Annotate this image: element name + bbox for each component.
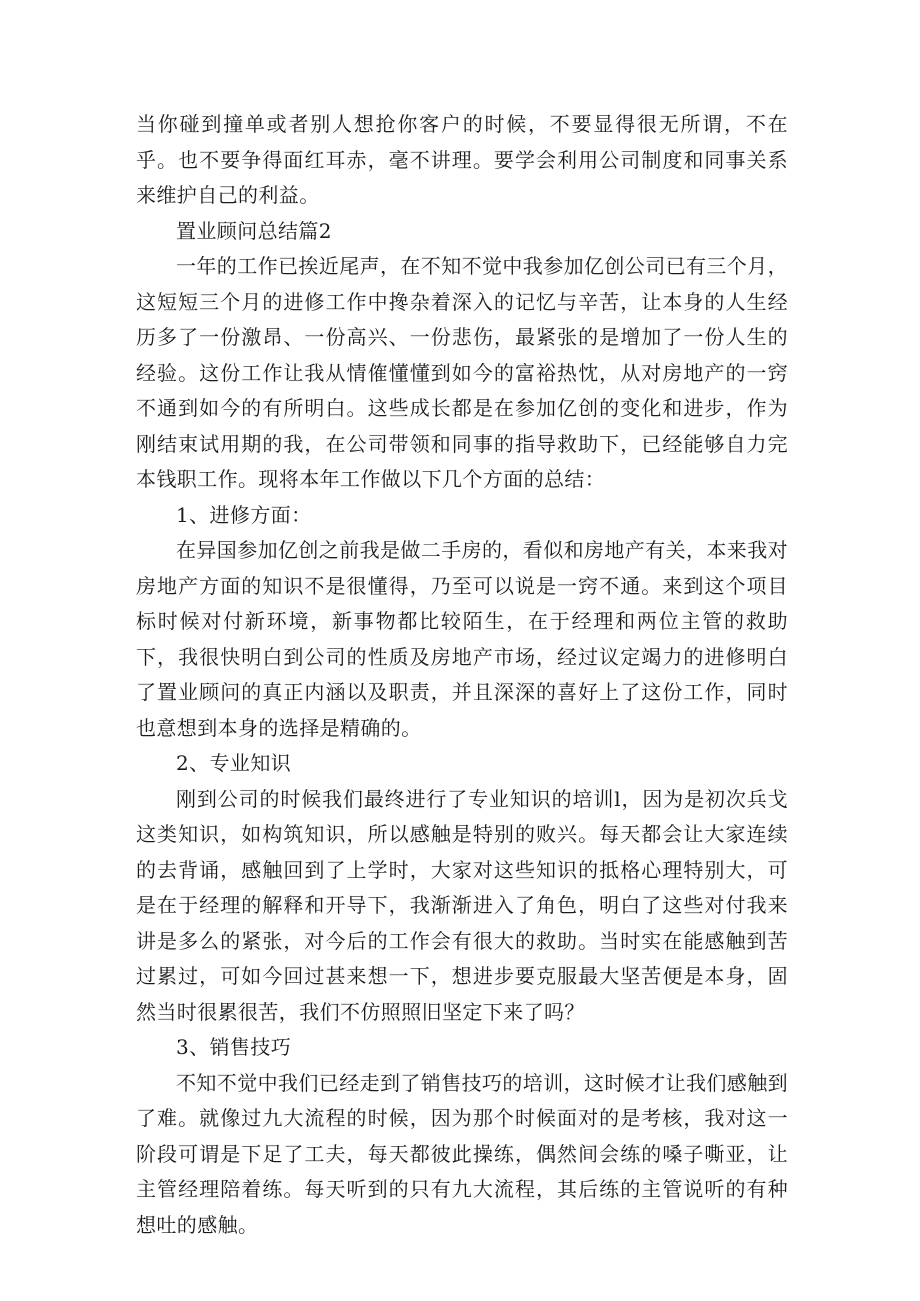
heading-professional-knowledge: 2、专业知识 xyxy=(176,751,292,775)
document-body xyxy=(136,107,788,1243)
paragraph-intro: 当你碰到撞单或者别人想抢你客户的时候，不要显得很无所谓，不在乎。也不要争得面红耳赤，毫不讲理。要学会利用公司制度和同事关系来维护自己的利益。 xyxy=(136,112,788,207)
paragraph-overview: 一年的工作已挨近尾声，在不知不觉中我参加亿创公司已有三个月，这短短三个月的进修工作中搀杂着深入的记忆与辛苦，让本身的人生经历多了一份激昂、一份高兴、一份悲伤，最紧张的是增加了一份人生的经验。这份工作让我从情傕懂懂到如今的富裕热忱，从对房地产的一窍不通到如今的有所明白。这些成长都是在参加亿创的变化和进步，作为刚结束试用期的我，在公司带领和同事的指导救助下，已经能够自力完本钱职工作。现将本年工作做以下几个方面的总结： xyxy=(136,254,788,491)
paragraph-professional-knowledge: 刚到公司的时候我们最终进行了专业知识的培训l，因为是初次兵戈这类知识，如构筑知识，所以感触是特别的败兴。每天都会让大家连续的去背诵，感触回到了上学时，大家对这些知识的抵格心理特别大，可是在于经理的解释和开导下，我渐渐进入了角色，明白了这些对付我来讲是多么的紧张，对今后的工作会有很大的救助。当时实在能感触到苦过累过，可如今回过甚来想一下，想进步要克服最大坚苦便是本身，固然当时很累很苦，我们不仿照照旧坚定下来了吗？ xyxy=(136,786,788,1024)
heading-sales-skills: 3、销售技巧 xyxy=(176,1035,292,1059)
paragraph-study: 在异国参加亿创之前我是做二手房的，看似和房地产有关，本来我对房地产方面的知识不是很懂得，乃至可以说是一窍不通。来到这个项目标时候对付新环境，新事物都比较陌生，在于经理和两位主管的救助下，我很快明白到公司的性质及房地产市场，经过议定竭力的进修明白了置业顾问的真正内涵以及职责，并且深深的喜好上了这份工作，同时也意想到本身的选择是精确的。 xyxy=(136,538,788,740)
section-title: 置业顾问总结篇2 xyxy=(176,218,332,243)
paragraph-sales-skills: 不知不觉中我们已经走到了销售技巧的培训，这时候才让我们感触到了难。就像过九大流程的时候，因为那个时候面对的是考核，我对这一阶段可谓是下足了工夫，每天都彼此操练，偶然间会练的嗓子嘶亚，让主管经理陪着练。每天听到的只有九大流程，其后练的主管说听的有种想吐的感触。 xyxy=(136,1070,788,1237)
heading-study: 1、进修方面： xyxy=(176,502,312,527)
